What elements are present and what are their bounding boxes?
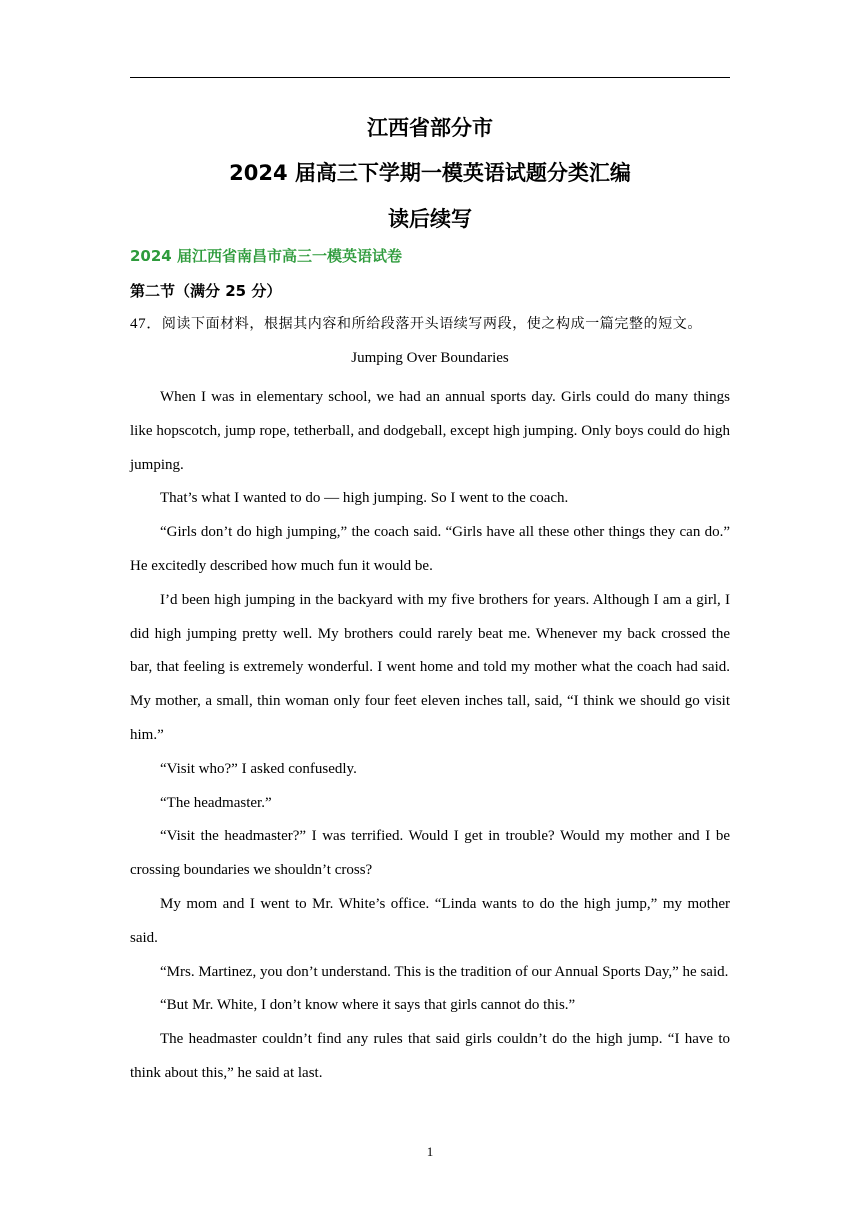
question-line [130,314,702,334]
part-heading: 第二节（满分 25 分） [130,282,282,300]
passage-paragraph: “The headmaster.” [160,794,272,811]
question-number: 47． [130,316,162,332]
title-line-3: 读后续写 [388,207,472,231]
passage-title: Jumping Over Boundaries [351,350,509,366]
passage-paragraph: I’d been high jumping in the backyard with my five brothers for years. Although I am a girl, I did high jumping pretty well. My brothers could rarely beat me. Whenever my back crossed the bar, that feeling is extremely wonderful. I went home and told my mother what the coach had said. My mother, a small, thin woman only four feet eleven inches tall, said, “I think we should go visit him.” [130,591,730,743]
passage-paragraph: “Visit who?” I asked confusedly. [160,760,357,777]
passage-paragraph: The headmaster couldn’t find any rules that said girls couldn’t do the high jump. “I have to think about this,” he said at last. [130,1031,730,1081]
question-instruction: 阅读下面材料，根据其内容和所给段落开头语续写两段，使之构成一篇完整的短文。 [161,316,703,332]
passage-body [130,381,730,1091]
passage-paragraph: My mom and I went to Mr. White’s office. “Linda wants to do the high jump,” my mother said. [130,895,730,946]
source-heading: 2024 届江西省南昌市高三一模英语试卷 [130,247,402,265]
page-number: 1 [426,1144,434,1159]
header-rule [130,77,730,78]
passage-paragraph: “Girls don’t do high jumping,” the coach said. “Girls have all these other things they can do.” He excitedly described how much fun it would be. [130,524,730,574]
passage-paragraph: “Visit the headmaster?” I was terrified. Would I get in trouble? Would my mother and I be crossing boundaries we shouldn’t cross? [130,828,730,879]
passage-paragraph: “But Mr. White, I don’t know where it says that girls cannot do this.” [160,997,576,1014]
title-line-2: 2024 届高三下学期一模英语试题分类汇编 [229,161,631,185]
title-line-1: 江西省部分市 [367,116,493,140]
passage-paragraph: “Mrs. Martinez, you don’t understand. This is the tradition of our Annual Sports Day,” he said. [160,963,729,980]
passage-paragraph: That’s what I wanted to do — high jumping. So I went to the coach. [160,490,569,507]
passage-paragraph: When I was in elementary school, we had an annual sports day. Girls could do many things like hopscotch, jump rope, tetherball, and dodgeball, except high jumping. Only boys could do high jumping. [130,389,730,473]
